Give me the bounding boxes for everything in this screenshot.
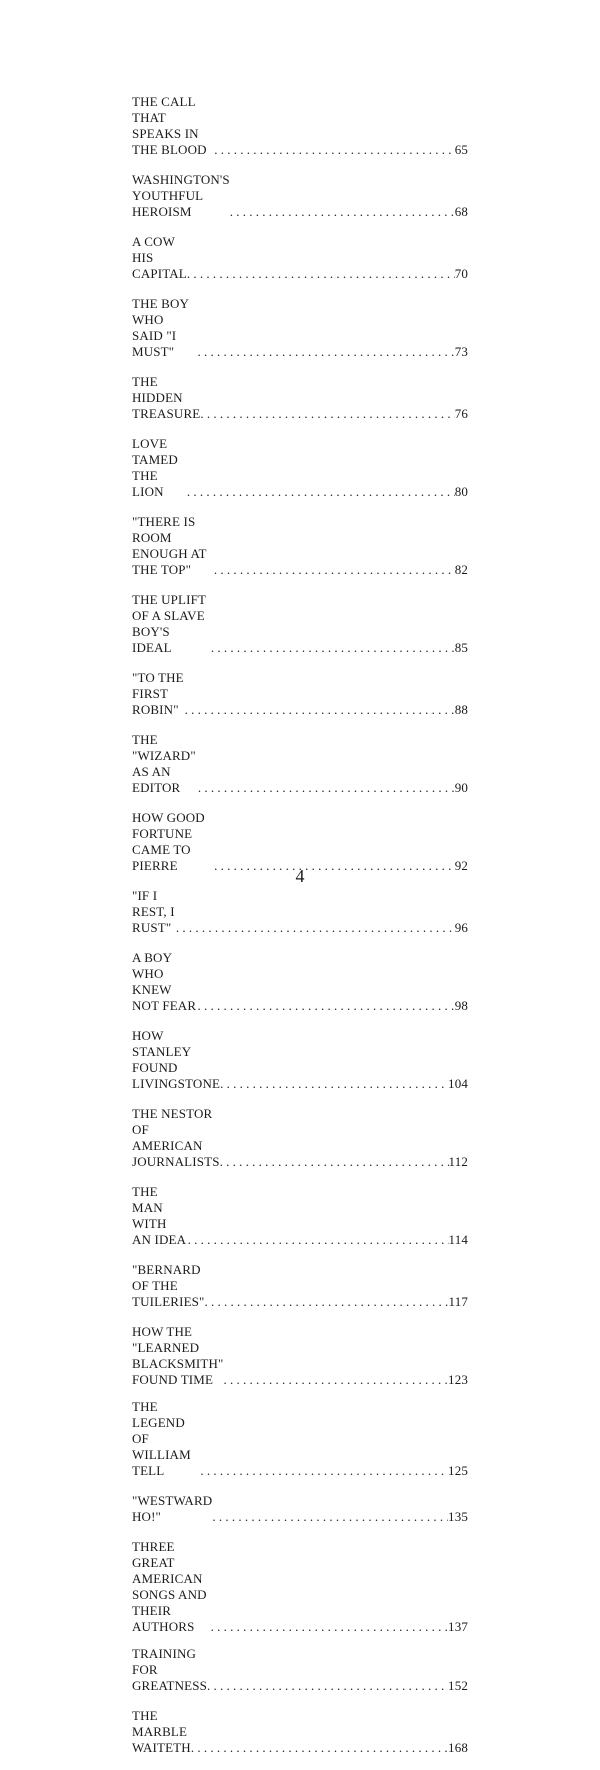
toc-entry bbox=[132, 514, 468, 578]
toc-entry-title: LOVE TAMED THE LION bbox=[132, 436, 178, 499]
toc-entry bbox=[132, 1646, 468, 1694]
toc-entry bbox=[132, 1028, 468, 1092]
dot-leader bbox=[191, 1740, 448, 1756]
dot-leader bbox=[200, 1463, 448, 1479]
toc-entry-page: 92 bbox=[454, 858, 468, 873]
dot-leader bbox=[185, 702, 455, 718]
toc-entry-page: 112 bbox=[448, 1154, 468, 1169]
dot-leader bbox=[197, 344, 454, 360]
toc-entry-page: 80 bbox=[454, 484, 468, 499]
toc-entry-page: 65 bbox=[454, 142, 468, 157]
toc-entry-page: 152 bbox=[448, 1678, 468, 1693]
toc-entry bbox=[132, 732, 468, 796]
toc-entry-title: "TO THE FIRST ROBIN" bbox=[132, 670, 184, 717]
toc-entry-title: THE LEGEND OF WILLIAM TELL bbox=[132, 1399, 191, 1478]
dot-leader bbox=[230, 204, 455, 220]
dot-leader bbox=[200, 406, 454, 422]
toc-entry bbox=[132, 94, 468, 158]
dot-leader bbox=[205, 1294, 449, 1310]
toc-entry-title: A COW HIS CAPITAL bbox=[132, 234, 187, 281]
dot-leader bbox=[198, 780, 455, 796]
toc-entry-page: 90 bbox=[454, 780, 468, 795]
toc-entry bbox=[132, 592, 468, 656]
toc-entry-title: "IF I REST, I RUST" bbox=[132, 888, 175, 935]
toc-entry bbox=[132, 234, 468, 282]
toc-entry-title: THE BOY WHO SAID "I MUST" bbox=[132, 296, 189, 359]
toc-entry-title: HOW STANLEY FOUND LIVINGSTONE bbox=[132, 1028, 221, 1091]
toc-entry bbox=[132, 1262, 468, 1310]
toc-entry-title: HOW GOOD FORTUNE CAME TO PIERRE bbox=[132, 810, 205, 873]
dot-leader bbox=[188, 1232, 449, 1248]
toc-entry-title: "BERNARD OF THE TUILERIES" bbox=[132, 1262, 205, 1309]
dot-leader bbox=[212, 1509, 448, 1525]
toc-entry-title: WASHINGTON'S YOUTHFUL HEROISM bbox=[132, 172, 230, 219]
toc-entry bbox=[132, 1324, 468, 1388]
toc-entry bbox=[132, 888, 468, 936]
toc-entry bbox=[132, 436, 468, 500]
toc-entry-title: "WESTWARD HO!" bbox=[132, 1493, 213, 1524]
toc-entry-title: THE UPLIFT OF A SLAVE BOY'S IDEAL bbox=[132, 592, 206, 655]
page-number: 4 bbox=[295, 866, 305, 886]
dot-leader bbox=[198, 998, 455, 1014]
toc-entry-page: 76 bbox=[454, 406, 468, 421]
toc-entry bbox=[132, 1399, 468, 1479]
toc-entry-page: 104 bbox=[448, 1076, 468, 1091]
toc-entry-title: TRAINING FOR GREATNESS bbox=[132, 1646, 208, 1693]
toc-entry bbox=[132, 1184, 468, 1248]
toc-entry-title: THE CALL THAT SPEAKS IN THE BLOOD bbox=[132, 94, 207, 157]
dot-leader bbox=[220, 1154, 449, 1170]
toc-entry-title: THE "WIZARD" AS AN EDITOR bbox=[132, 732, 196, 795]
dot-leader bbox=[223, 1372, 448, 1388]
toc-entry-page: 73 bbox=[454, 344, 468, 359]
toc-entry bbox=[132, 172, 468, 220]
dot-leader bbox=[214, 562, 455, 578]
toc-entry-page: 96 bbox=[454, 920, 468, 935]
toc-entry bbox=[132, 1539, 468, 1635]
toc-entry-page: 117 bbox=[448, 1294, 468, 1309]
toc-entry-page: 82 bbox=[454, 562, 468, 577]
dot-leader bbox=[187, 266, 455, 282]
toc-entry-page: 168 bbox=[448, 1740, 468, 1755]
dot-leader bbox=[220, 1076, 448, 1092]
toc-entry-page: 85 bbox=[454, 640, 468, 655]
toc-entry-page: 137 bbox=[448, 1619, 468, 1634]
toc-entry bbox=[132, 1708, 468, 1756]
toc-entry-title: THE NESTOR OF AMERICAN JOURNALISTS bbox=[132, 1106, 220, 1169]
dot-leader bbox=[211, 1619, 448, 1635]
toc-entry bbox=[132, 670, 468, 718]
toc-entry-title: THE MARBLE WAITETH bbox=[132, 1708, 191, 1755]
toc-entry-title: THE HIDDEN TREASURE bbox=[132, 374, 201, 421]
toc-entry-page: 98 bbox=[454, 998, 468, 1013]
toc-entry-page: 70 bbox=[454, 266, 468, 281]
dot-leader bbox=[211, 640, 455, 656]
dot-leader bbox=[214, 142, 454, 158]
toc-entry-title: THREE GREAT AMERICAN SONGS AND THEIR AUTHORS bbox=[132, 1539, 207, 1634]
toc-entry-page: 68 bbox=[454, 204, 468, 219]
toc-entry bbox=[132, 374, 468, 422]
toc-entry bbox=[132, 1493, 468, 1525]
dot-leader bbox=[176, 920, 455, 936]
toc-entry bbox=[132, 296, 468, 360]
toc-entry bbox=[132, 810, 468, 874]
toc-entry-title: "THERE IS ROOM ENOUGH AT THE TOP" bbox=[132, 514, 207, 577]
toc-entry bbox=[132, 950, 468, 1014]
toc-entry-title: A BOY WHO KNEW NOT FEAR bbox=[132, 950, 197, 1013]
toc-entry-title: HOW THE "LEARNED BLACKSMITH" FOUND TIME bbox=[132, 1324, 224, 1387]
toc-entry bbox=[132, 1106, 468, 1170]
dot-leader bbox=[187, 484, 455, 500]
toc-entry-page: 125 bbox=[448, 1463, 468, 1478]
toc-entry-page: 88 bbox=[454, 702, 468, 717]
toc-entry-page: 123 bbox=[448, 1372, 468, 1387]
dot-leader bbox=[207, 1678, 448, 1694]
toc-entry-page: 114 bbox=[448, 1232, 468, 1247]
toc-entry-title: THE MAN WITH AN IDEA bbox=[132, 1184, 187, 1247]
toc-entry-page: 135 bbox=[448, 1509, 468, 1524]
table-of-contents bbox=[132, 94, 468, 1770]
